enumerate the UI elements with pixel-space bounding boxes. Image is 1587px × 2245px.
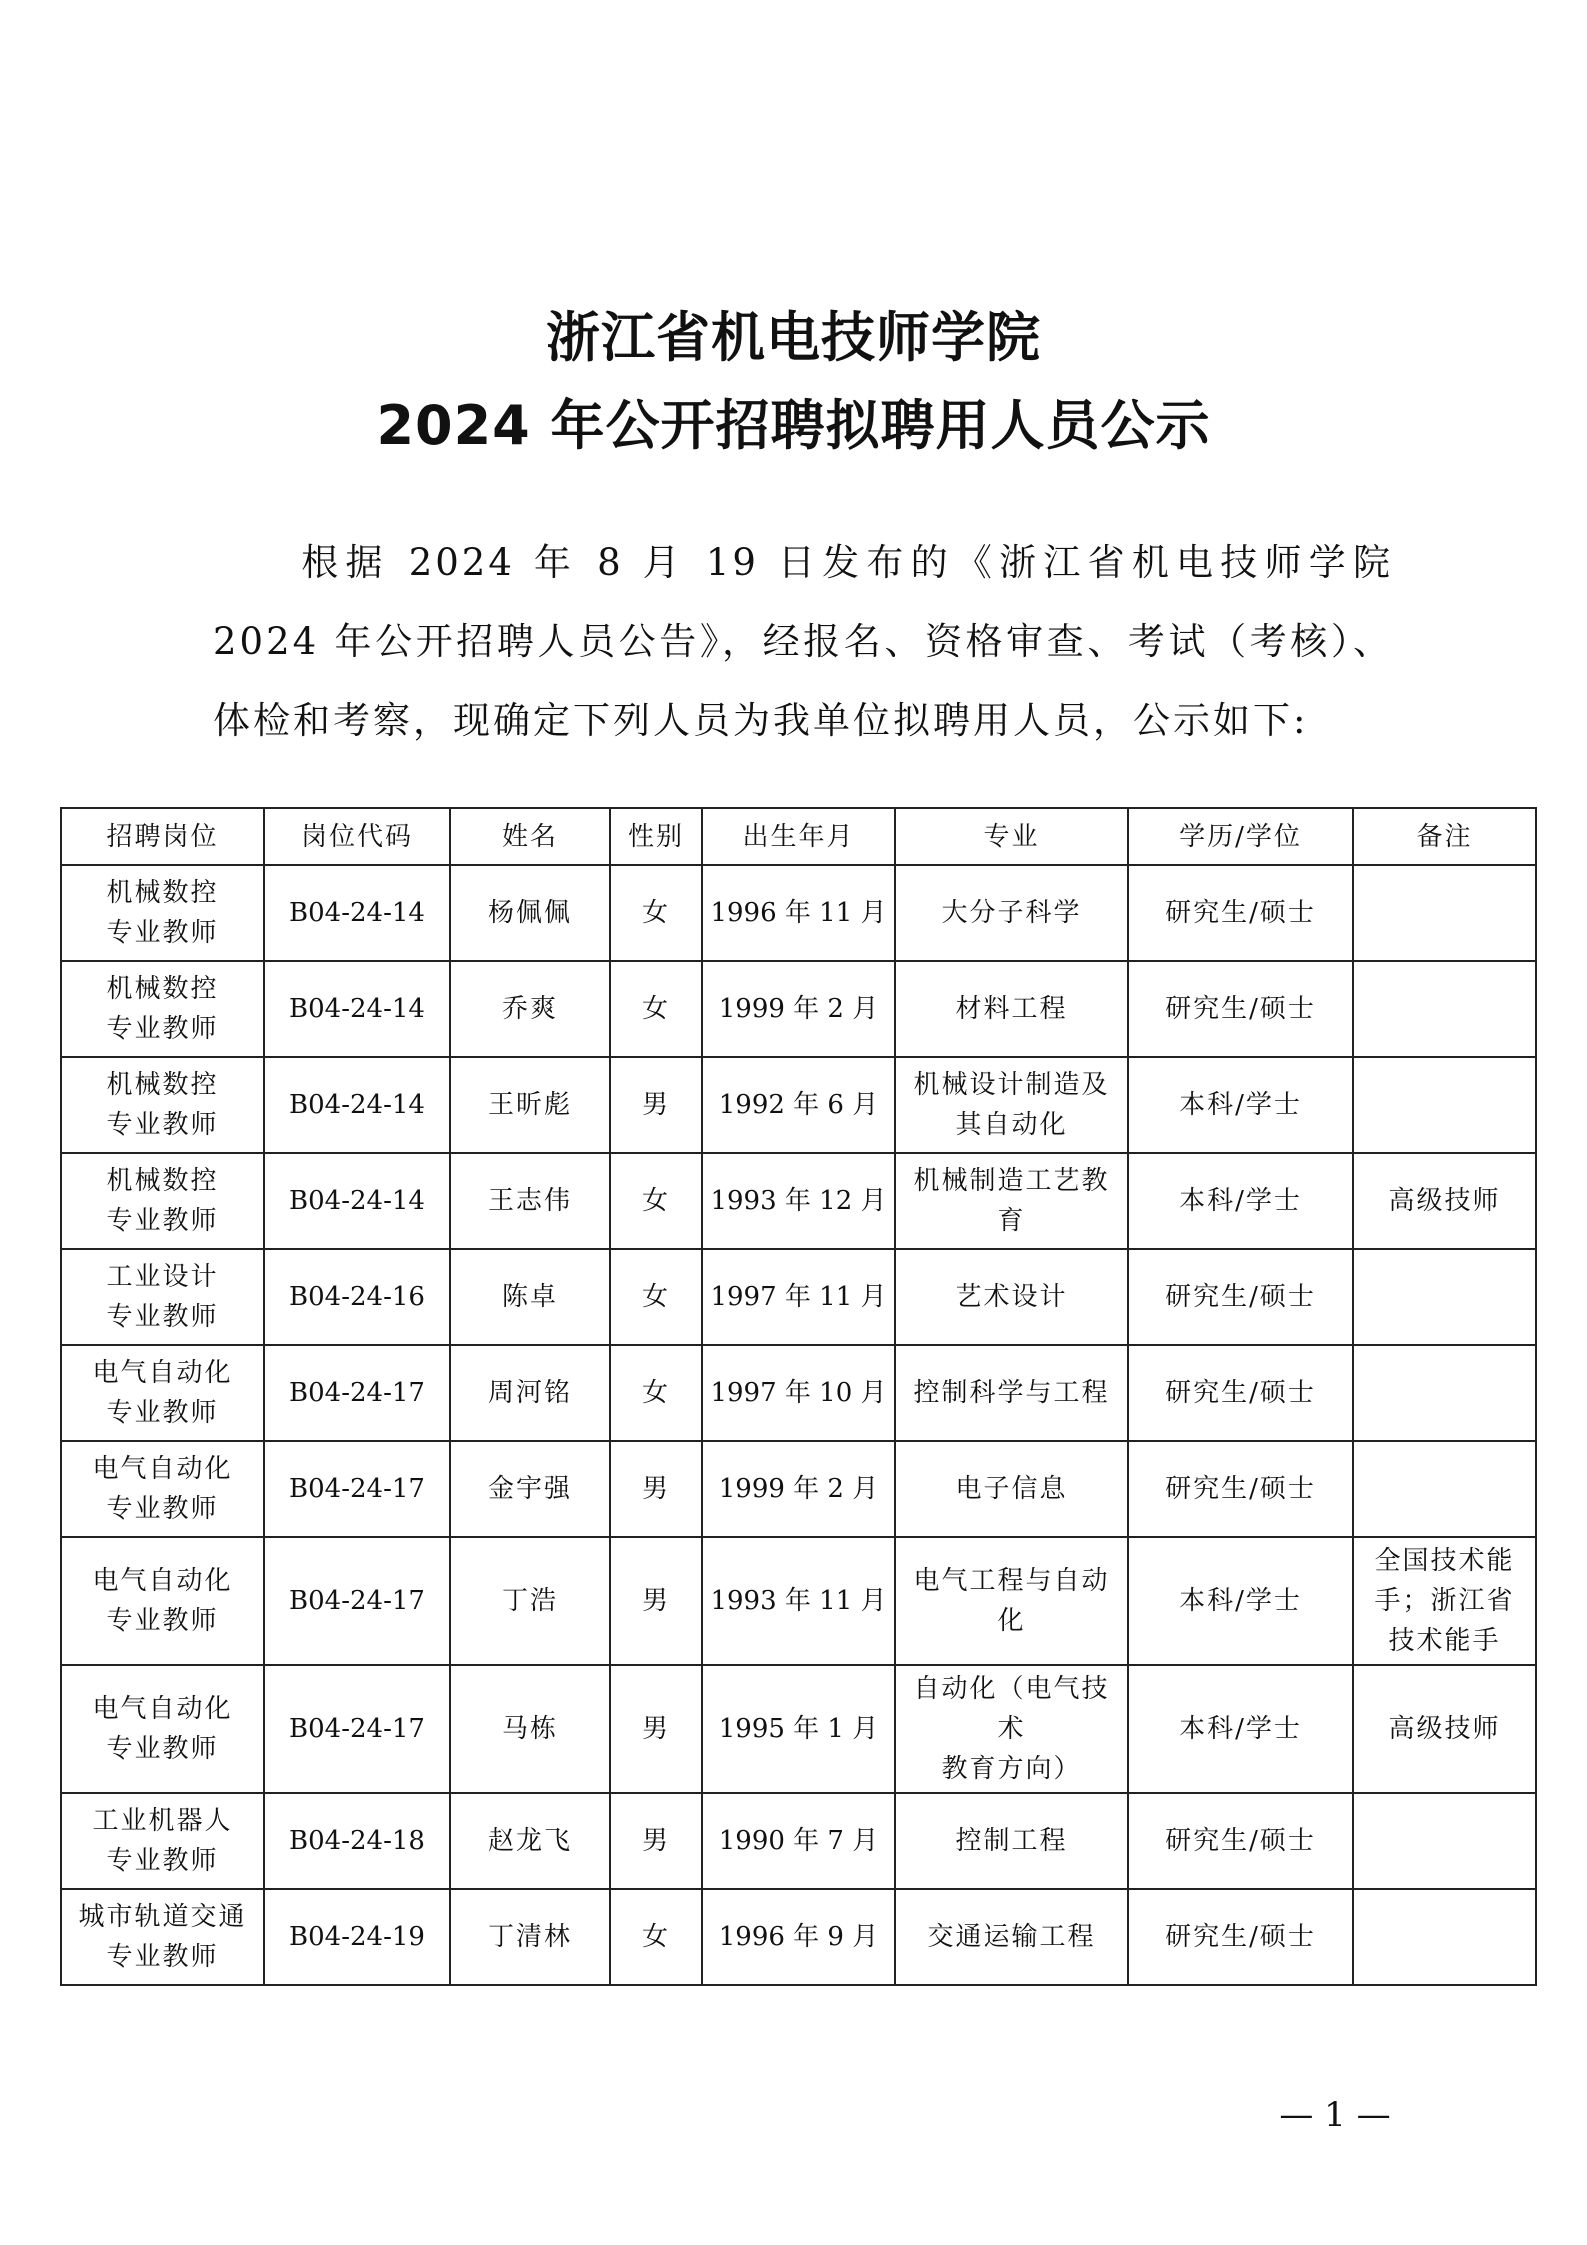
table-row — [61, 1441, 1536, 1537]
cell-position: 电气自动化 专业教师 — [61, 1345, 264, 1441]
cell-gender: 女 — [610, 1153, 702, 1249]
cell-major: 控制科学与工程 — [895, 1345, 1128, 1441]
cell-name: 王志伟 — [450, 1153, 610, 1249]
table-row — [61, 1057, 1536, 1153]
cell-code: B04-24-17 — [264, 1345, 450, 1441]
table-row — [61, 1889, 1536, 1985]
table-row — [61, 1537, 1536, 1665]
table-row — [61, 1153, 1536, 1249]
cell-position: 工业机器人 专业教师 — [61, 1793, 264, 1889]
cell-major: 控制工程 — [895, 1793, 1128, 1889]
cell-major: 交通运输工程 — [895, 1889, 1128, 1985]
title-line-2: 2024 年公开招聘拟聘用人员公示 — [376, 394, 1211, 457]
col-birth-header: 出生年月 — [702, 808, 895, 865]
col-name-header: 姓名 — [450, 808, 610, 865]
col-edu-header: 学历/学位 — [1128, 808, 1353, 865]
intro-text: 根据 2024 年 8 月 19 日发布的《浙江省机电技师学院 2024 年公开招聘人员公告》，经报名、资格审查、考试（考核）、体检和考察，现确定下列人员为我单位拟聘用人员，公示如下: — [213, 541, 1393, 742]
cell-note: 高级技师 — [1353, 1665, 1536, 1793]
cell-birth: 1999 年 2 月 — [702, 1441, 895, 1537]
cell-gender: 女 — [610, 1249, 702, 1345]
cell-note — [1353, 1441, 1536, 1537]
cell-birth: 1997 年 10 月 — [702, 1345, 895, 1441]
cell-gender: 女 — [610, 1345, 702, 1441]
cell-birth: 1993 年 12 月 — [702, 1153, 895, 1249]
cell-position: 电气自动化 专业教师 — [61, 1441, 264, 1537]
cell-major: 大分子科学 — [895, 865, 1128, 961]
cell-position: 机械数控 专业教师 — [61, 865, 264, 961]
cell-edu: 本科/学士 — [1128, 1057, 1353, 1153]
cell-position: 城市轨道交通 专业教师 — [61, 1889, 264, 1985]
table-row — [61, 1249, 1536, 1345]
col-code-header: 岗位代码 — [264, 808, 450, 865]
cell-edu: 研究生/硕士 — [1128, 1249, 1353, 1345]
page-number: — 1 — — [1279, 2095, 1391, 2135]
cell-position: 机械数控 专业教师 — [61, 1057, 264, 1153]
cell-code: B04-24-14 — [264, 865, 450, 961]
col-gender-header: 性别 — [610, 808, 702, 865]
cell-edu: 研究生/硕士 — [1128, 1889, 1353, 1985]
cell-birth: 1992 年 6 月 — [702, 1057, 895, 1153]
cell-code: B04-24-14 — [264, 1057, 450, 1153]
cell-major: 材料工程 — [895, 961, 1128, 1057]
cell-major: 机械设计制造及 其自动化 — [895, 1057, 1128, 1153]
cell-code: B04-24-18 — [264, 1793, 450, 1889]
cell-name: 马栋 — [450, 1665, 610, 1793]
cell-gender: 女 — [610, 865, 702, 961]
cell-name: 金宇强 — [450, 1441, 610, 1537]
cell-major: 机械制造工艺教 育 — [895, 1153, 1128, 1249]
cell-code: B04-24-14 — [264, 1153, 450, 1249]
cell-gender: 男 — [610, 1057, 702, 1153]
cell-note: 高级技师 — [1353, 1153, 1536, 1249]
table-row — [61, 1793, 1536, 1889]
cell-code: B04-24-19 — [264, 1889, 450, 1985]
cell-birth: 1995 年 1 月 — [702, 1665, 895, 1793]
cell-code: B04-24-17 — [264, 1537, 450, 1665]
cell-name: 陈卓 — [450, 1249, 610, 1345]
cell-code: B04-24-17 — [264, 1441, 450, 1537]
cell-name: 杨佩佩 — [450, 865, 610, 961]
cell-edu: 本科/学士 — [1128, 1665, 1353, 1793]
cell-gender: 男 — [610, 1665, 702, 1793]
table-body — [61, 865, 1536, 1985]
cell-birth: 1993 年 11 月 — [702, 1537, 895, 1665]
cell-gender: 男 — [610, 1441, 702, 1537]
cell-note — [1353, 1057, 1536, 1153]
cell-major: 自动化（电气技 术 教育方向） — [895, 1665, 1128, 1793]
cell-edu: 本科/学士 — [1128, 1537, 1353, 1665]
cell-note: 全国技术能 手；浙江省 技术能手 — [1353, 1537, 1536, 1665]
cell-edu: 研究生/硕士 — [1128, 865, 1353, 961]
cell-edu: 研究生/硕士 — [1128, 1793, 1353, 1889]
cell-birth: 1996 年 9 月 — [702, 1889, 895, 1985]
table-row — [61, 1665, 1536, 1793]
cell-birth: 1990 年 7 月 — [702, 1793, 895, 1889]
cell-edu: 研究生/硕士 — [1128, 1441, 1353, 1537]
cell-birth: 1997 年 11 月 — [702, 1249, 895, 1345]
table-row — [61, 1345, 1536, 1441]
cell-position: 电气自动化 专业教师 — [61, 1537, 264, 1665]
cell-note — [1353, 1345, 1536, 1441]
table-row — [61, 865, 1536, 961]
cell-gender: 男 — [610, 1793, 702, 1889]
cell-name: 丁浩 — [450, 1537, 610, 1665]
col-major-header: 专业 — [895, 808, 1128, 865]
cell-position: 电气自动化 专业教师 — [61, 1665, 264, 1793]
title-line-1: 浙江省机电技师学院 — [546, 306, 1041, 369]
cell-note — [1353, 1793, 1536, 1889]
col-position-header: 招聘岗位 — [61, 808, 264, 865]
cell-gender: 女 — [610, 1889, 702, 1985]
cell-birth: 1996 年 11 月 — [702, 865, 895, 961]
cell-code: B04-24-14 — [264, 961, 450, 1057]
cell-major: 艺术设计 — [895, 1249, 1128, 1345]
cell-edu: 研究生/硕士 — [1128, 1345, 1353, 1441]
cell-note — [1353, 1249, 1536, 1345]
cell-position: 机械数控 专业教师 — [61, 1153, 264, 1249]
cell-position: 机械数控 专业教师 — [61, 961, 264, 1057]
col-note-header: 备注 — [1353, 808, 1536, 865]
cell-birth: 1999 年 2 月 — [702, 961, 895, 1057]
cell-code: B04-24-17 — [264, 1665, 450, 1793]
cell-major: 电子信息 — [895, 1441, 1128, 1537]
cell-position: 工业设计 专业教师 — [61, 1249, 264, 1345]
intro-paragraph — [213, 523, 1393, 760]
cell-edu: 研究生/硕士 — [1128, 961, 1353, 1057]
cell-note — [1353, 961, 1536, 1057]
cell-name: 丁清林 — [450, 1889, 610, 1985]
header-row — [61, 808, 1536, 865]
cell-gender: 女 — [610, 961, 702, 1057]
cell-name: 乔爽 — [450, 961, 610, 1057]
cell-note — [1353, 1889, 1536, 1985]
cell-name: 王昕彪 — [450, 1057, 610, 1153]
cell-name: 赵龙飞 — [450, 1793, 610, 1889]
cell-code: B04-24-16 — [264, 1249, 450, 1345]
cell-edu: 本科/学士 — [1128, 1153, 1353, 1249]
cell-name: 周河铭 — [450, 1345, 610, 1441]
hire-table — [60, 807, 1537, 1986]
cell-major: 电气工程与自动 化 — [895, 1537, 1128, 1665]
table-row — [61, 961, 1536, 1057]
cell-note — [1353, 865, 1536, 961]
cell-gender: 男 — [610, 1537, 702, 1665]
